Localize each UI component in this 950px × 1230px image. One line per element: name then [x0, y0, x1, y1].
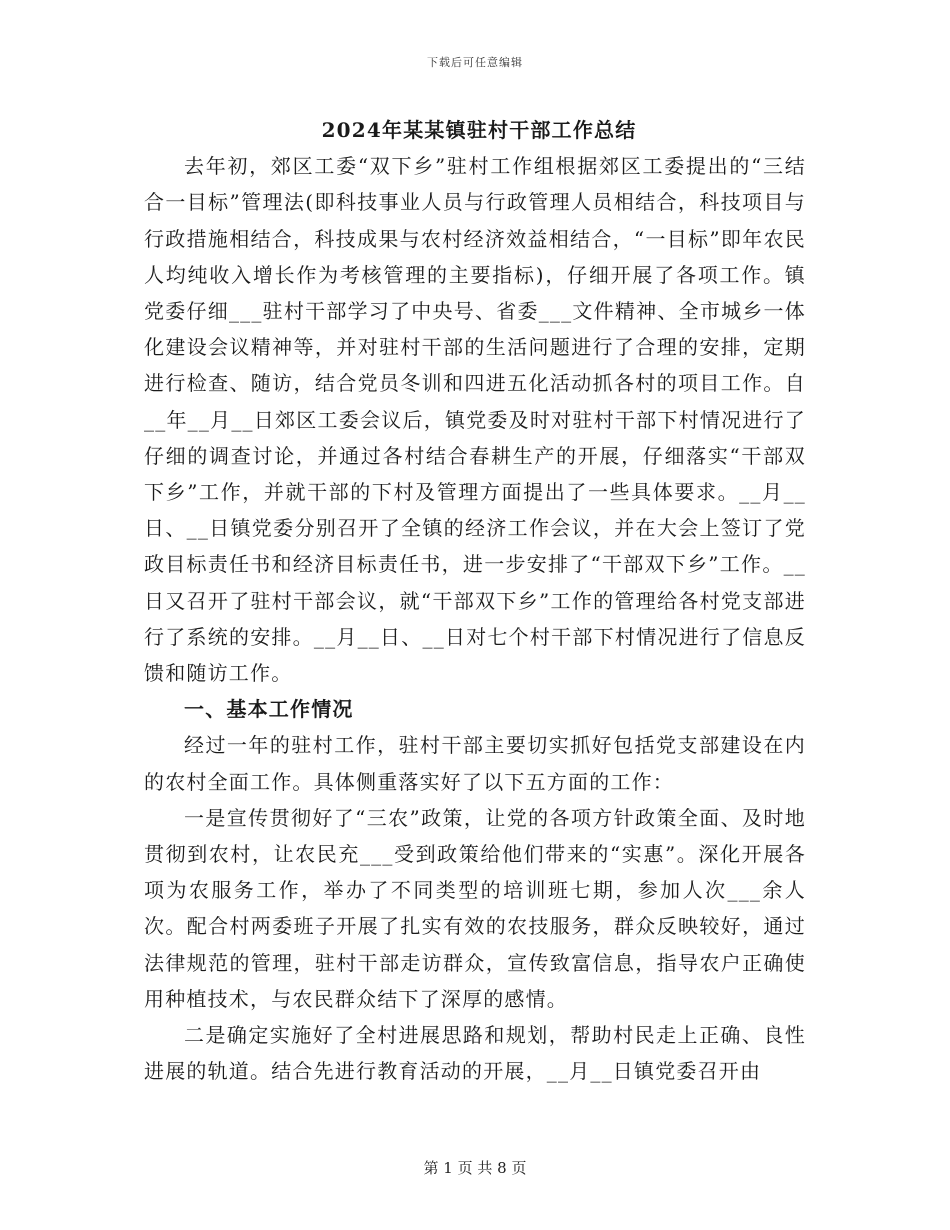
page-number: 第 1 页 共 8 页 [423, 1159, 527, 1177]
document-body [144, 112, 806, 1089]
section-paragraph: 一是宣传贯彻好了“三农”政策，让党的各项方针政策全面、及时地贯彻到农村，让农民充___受到政策给他们带来的“实惠”。深化开展各项为农服务工作，举办了不同类型的培训班七期，参加人次___余人次。配合村两委班子开展了扎实有效的农技服务，群众反映较好，通过法律规范的管理，驻村干部走访群众，宣传致富信息，指导农户正确使用种植技术，与农民群众结下了深厚的感情。 [144, 805, 806, 1011]
section-paragraph: 二是确定实施好了全村进展思路和规划，帮助村民走上正确、良性进展的轨道。结合先进行教育活动的开展，__月__日镇党委召开由 [144, 1023, 806, 1084]
header-note: 下载后可任意编辑 [427, 56, 523, 69]
section-heading: 一、基本工作情况 [184, 697, 354, 722]
section-paragraph: 经过一年的驻村工作，驻村干部主要切实抓好包括党支部建设在内的农村全面工作。具体侧重落实好了以下五方面的工作： [144, 733, 806, 794]
document-title: 2024年某某镇驻村干部工作总结 [321, 118, 637, 142]
intro-paragraph: 去年初，郊区工委“双下乡”驻村工作组根据郊区工委提出的“三结合一目标”管理法(即科技事业人员与行政管理人员相结合，科技项目与行政措施相结合，科技成果与农村经济效益相结合，“一目标”即年农民人均纯收入增长作为考核管理的主要指标)，仔细开展了各项工作。镇党委仔细___驻村干部学习了中央号、省委___文件精神、全市城乡一体化建设会议精神等，并对驻村干部的生活问题进行了合理的安排，定期进行检查、随访，结合党员冬训和四进五化活动抓各村的项目工作。自__年__月__日郊区工委会议后，镇党委及时对驻村干部下村情况进行了仔细的调查讨论，并通过各村结合春耕生产的开展，仔细落实“干部双下乡”工作，并就干部的下村及管理方面提出了一些具体要求。__月__日、__日镇党委分别召开了全镇的经济工作会议，并在大会上签订了党政目标责任书和经济目标责任书，进一步安排了“干部双下乡”工作。__日又召开了驻村干部会议，就“干部双下乡”工作的管理给各村党支部进行了系统的安排。__月__日、__日对七个村干部下村情况进行了信息反馈和随访工作。 [144, 154, 806, 686]
